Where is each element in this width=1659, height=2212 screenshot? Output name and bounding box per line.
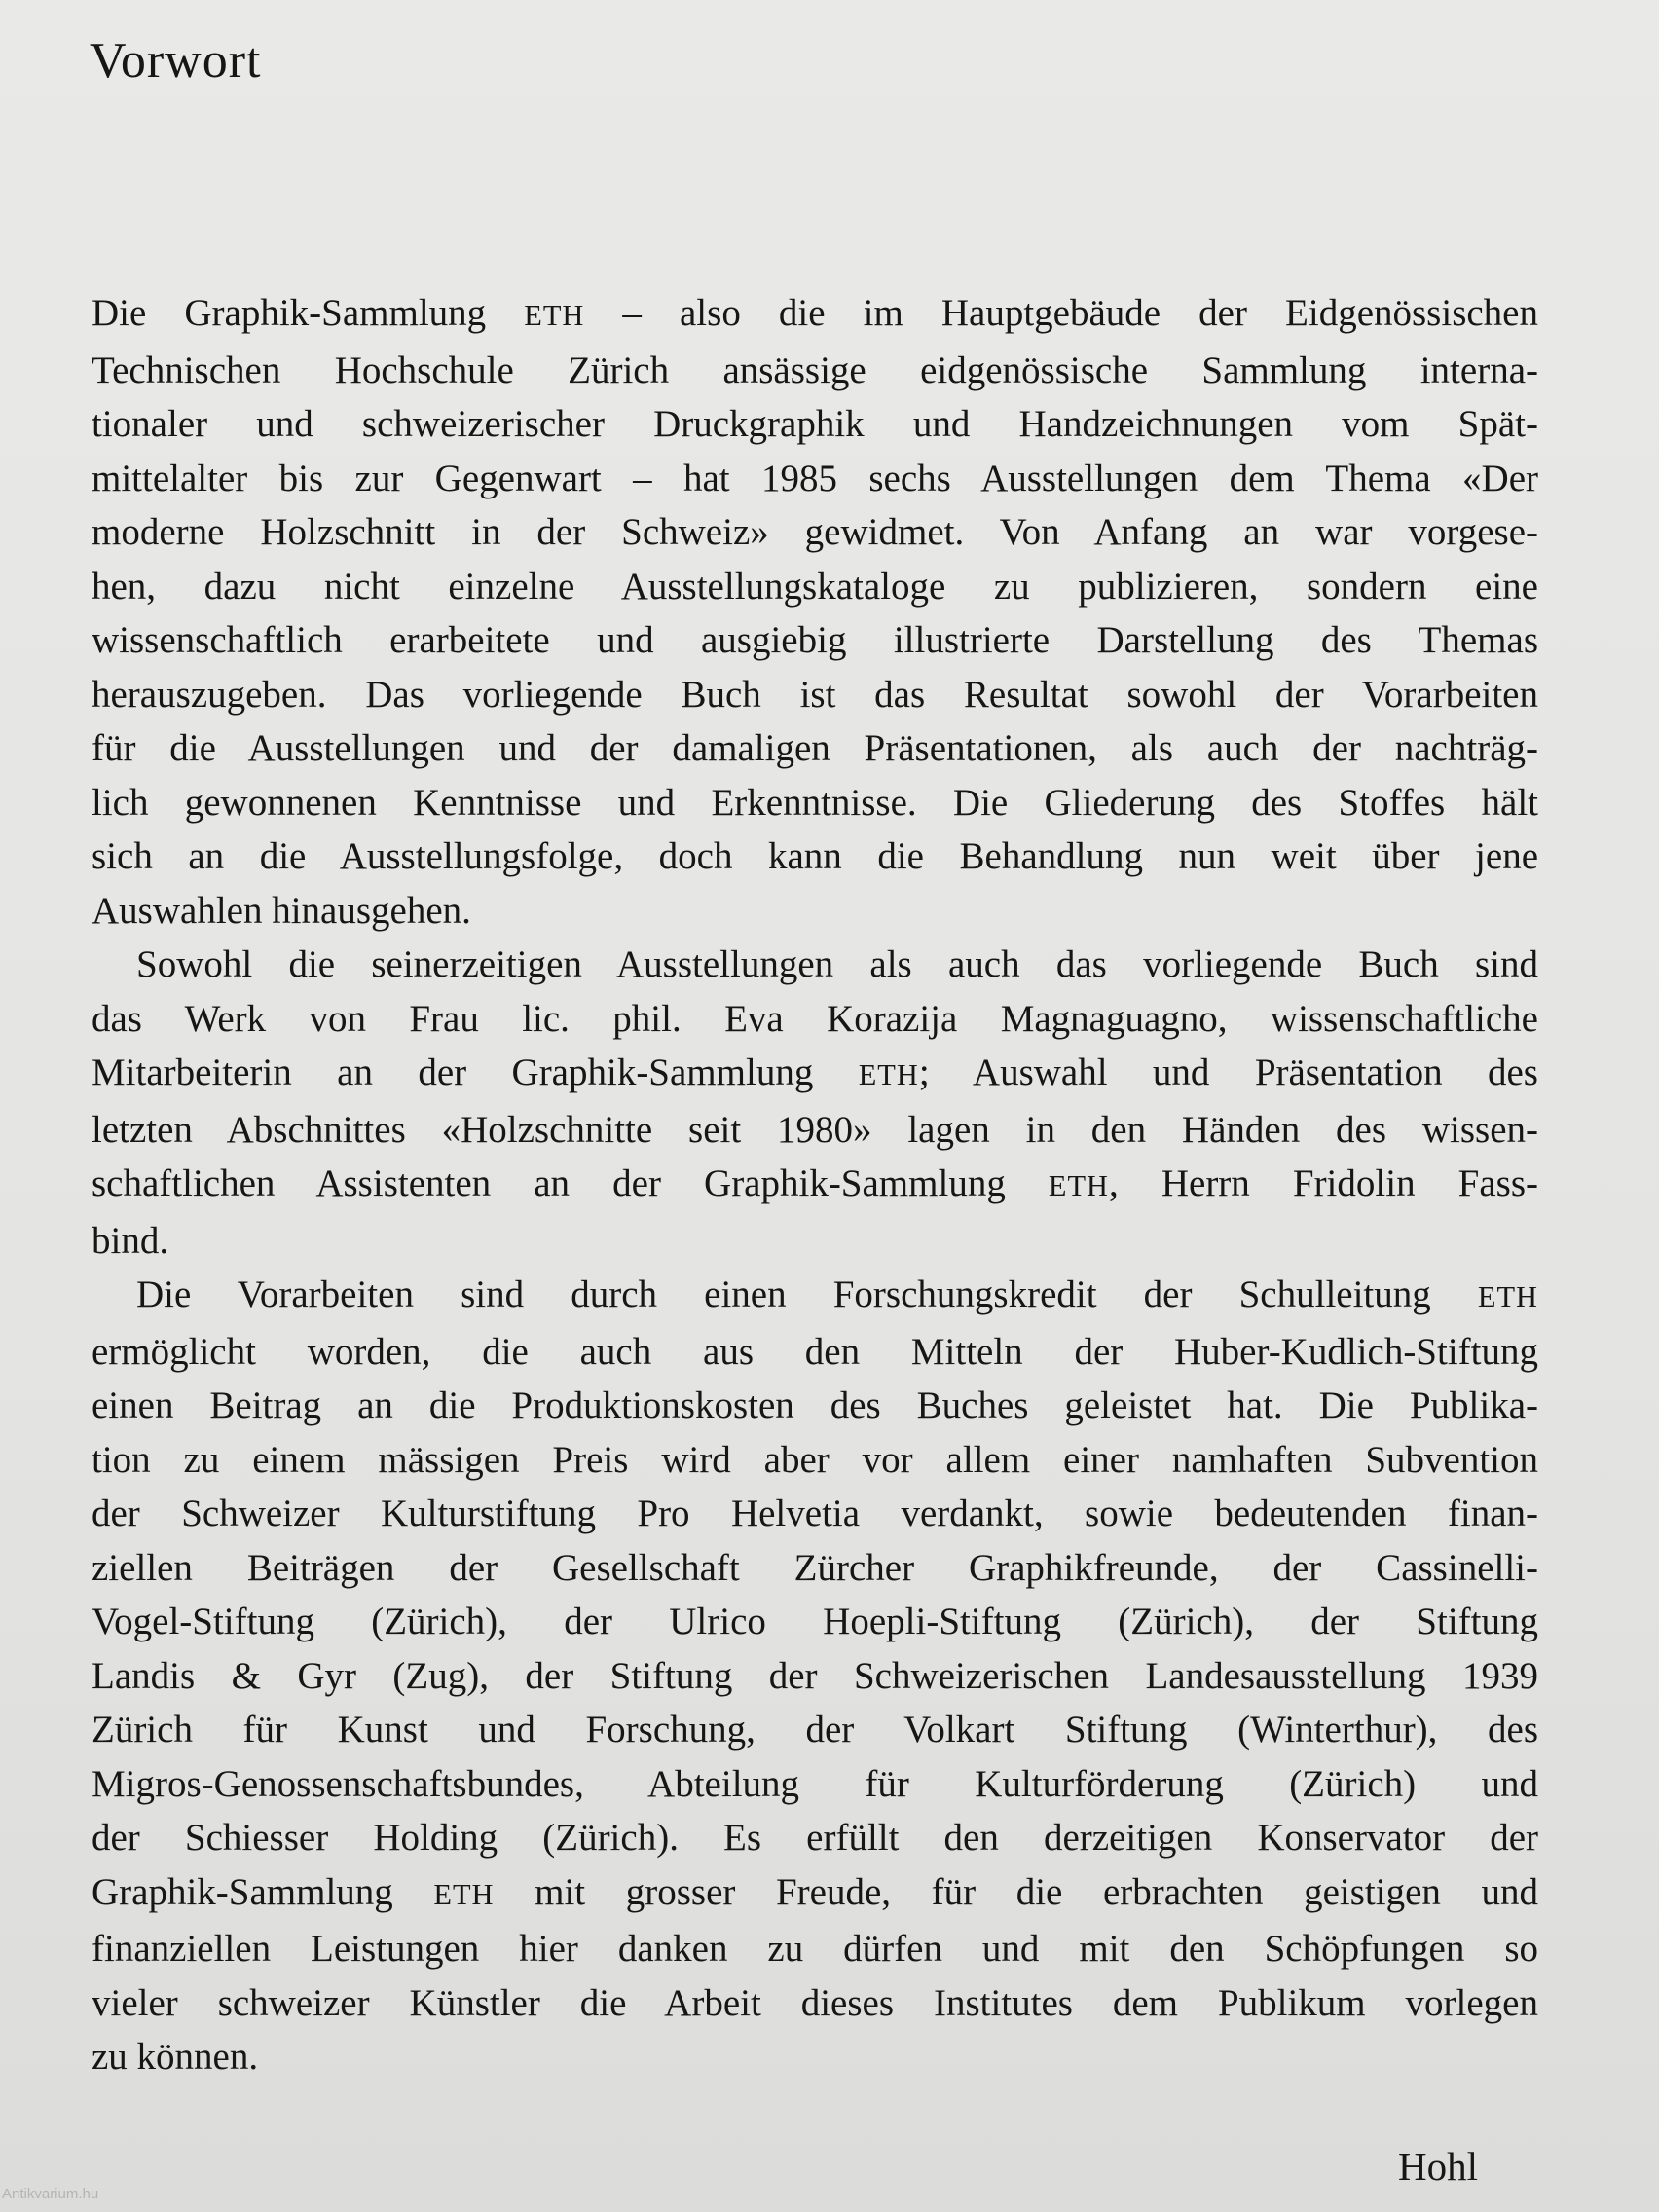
watermark: Antikvarium.hu xyxy=(2,2186,99,2202)
text-line: finanziellen Leistungen hier danken zu dürfen und mit den Schöpfungen so xyxy=(92,1928,1538,1970)
text-line: Mitarbeiterin an der Graphik-Sammlung ETH; Auswahl und Präsentation des xyxy=(92,1051,1538,1093)
text-line: bind. xyxy=(92,1219,169,1262)
text-line: lich gewonnenen Kenntnisse und Erkenntnisse. Die Gliederung des Stoffes hält xyxy=(92,781,1538,824)
text-line: Landis & Gyr (Zug), der Stiftung der Schweizerischen Landesausstellung 1939 xyxy=(92,1654,1538,1697)
text-line: Die Vorarbeiten sind durch einen Forschungskredit der Schulleitung ETH xyxy=(136,1273,1538,1315)
paragraph-1 xyxy=(92,286,1538,938)
text-line: Vogel-Stiftung (Zürich), der Ulrico Hoepli-Stiftung (Zürich), der Stiftung xyxy=(92,1601,1538,1642)
paragraph-3 xyxy=(92,1268,1538,2084)
text-line: ermöglicht worden, die auch aus den Mitteln der Huber-Kudlich-Stiftung xyxy=(92,1330,1538,1373)
text-line: Graphik-Sammlung ETH mit grosser Freude, für die erbrachten geistigen und xyxy=(92,1870,1539,1913)
text-line: für die Ausstellungen und der damaligen Präsentationen, als auch der nachträg- xyxy=(92,727,1538,769)
paragraph-2 xyxy=(92,938,1538,1268)
text-line: mittelalter bis zur Gegenwart – hat 1985 sechs Ausstellungen dem Thema «Der xyxy=(92,457,1538,499)
text-line: herauszugeben. Das vorliegende Buch ist das Resultat sowohl der Vorarbeiten xyxy=(92,673,1538,716)
text-line: vieler schweizer Künstler die Arbeit dieses Institutes dem Publikum vorlegen xyxy=(92,1981,1538,2024)
text-line: hen, dazu nicht einzelne Ausstellungskataloge zu publizieren, sondern eine xyxy=(92,565,1538,608)
text-line: moderne Holzschnitt in der Schweiz» gewidmet. Von Anfang an war vorgese- xyxy=(92,511,1538,553)
text-line: das Werk von Frau lic. phil. Eva Korazija Magnaguagno, wissenschaftliche xyxy=(92,997,1538,1040)
text-line: Sowohl die seinerzeitigen Ausstellungen als auch das vorliegende Buch sind xyxy=(136,943,1538,985)
page-title: Vorwort xyxy=(90,33,262,89)
text-line: der Schiesser Holding (Zürich). Es erfüllt den derzeitigen Konservator der xyxy=(92,1817,1538,1859)
text-line: tion zu einem mässigen Preis wird aber vor allem einer namhaften Subvention xyxy=(92,1438,1538,1481)
text-line: sich an die Ausstellungsfolge, doch kann die Behandlung nun weit über jene xyxy=(92,835,1538,877)
author-signature: Hohl xyxy=(1398,2144,1478,2189)
text-line: Zürich für Kunst und Forschung, der Volkart Stiftung (Winterthur), des xyxy=(92,1709,1538,1751)
text-line: schaftlichen Assistenten an der Graphik-Sammlung ETH, Herrn Fridolin Fass- xyxy=(92,1162,1538,1204)
foreword-text xyxy=(92,286,1538,2084)
text-line: ziellen Beiträgen der Gesellschaft Zürcher Graphikfreunde, der Cassinelli- xyxy=(92,1546,1538,1589)
text-line: Migros-Genossenschaftsbundes, Abteilung für Kulturförderung (Zürich) und xyxy=(92,1762,1538,1805)
text-line: tionaler und schweizerischer Druckgraphik und Handzeichnungen vom Spät- xyxy=(92,403,1538,445)
text-line: Technischen Hochschule Zürich ansässige eidgenössische Sammlung interna- xyxy=(92,349,1538,391)
text-line: zu können. xyxy=(92,2036,259,2078)
text-line: Die Graphik-Sammlung ETH – also die im Hauptgebäude der Eidgenössischen xyxy=(92,292,1538,334)
text-line: der Schweizer Kulturstiftung Pro Helvetia verdankt, sowie bedeutenden finan- xyxy=(92,1493,1538,1534)
text-line: wissenschaftlich erarbeitete und ausgiebig illustrierte Darstellung des Themas xyxy=(92,619,1538,661)
text-line: letzten Abschnittes «Holzschnitte seit 1980» lagen in den Händen des wissen- xyxy=(92,1108,1538,1151)
text-line: einen Beitrag an die Produktionskosten des Buches geleistet hat. Die Publika- xyxy=(92,1384,1538,1426)
text-line: Auswahlen hinausgehen. xyxy=(92,889,471,932)
